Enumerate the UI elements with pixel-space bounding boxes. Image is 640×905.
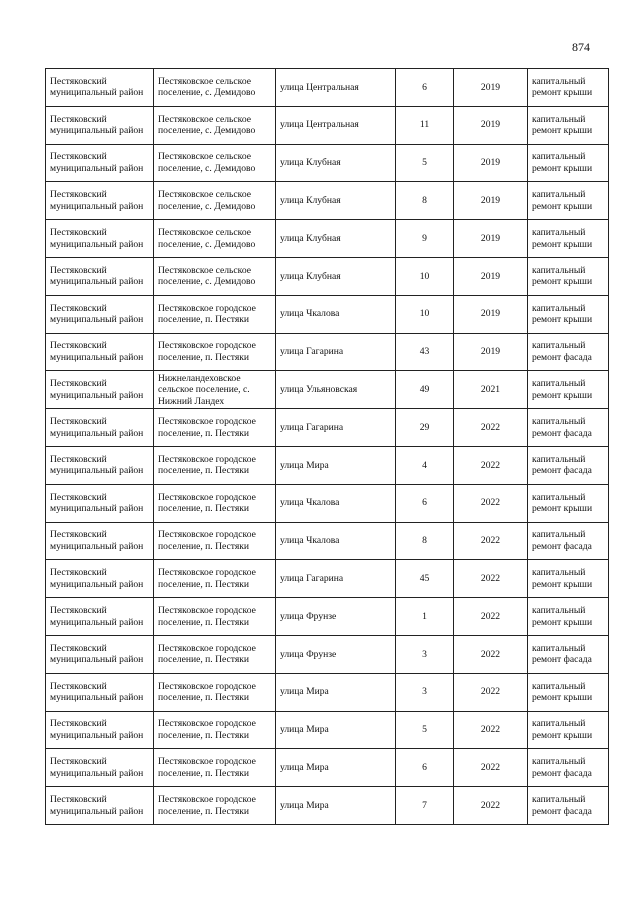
year-cell: 2022 [454,446,528,484]
house-number-cell: 8 [396,182,454,220]
work-type-cell: капитальный ремонт крыши [528,220,609,258]
year-cell: 2022 [454,522,528,560]
street-cell: улица Ульяновская [276,371,396,409]
table-row [46,409,609,447]
work-type-cell: капитальный ремонт крыши [528,257,609,295]
table-row [46,69,609,107]
work-type-cell: капитальный ремонт крыши [528,598,609,636]
settlement-cell: Пестяковское городское поселение, п. Пестяки [154,635,276,673]
year-cell: 2022 [454,560,528,598]
district-cell: Пестяковский муниципальный район [46,409,154,447]
settlement-cell: Пестяковское сельское поселение, с. Демидово [154,182,276,220]
district-cell: Пестяковский муниципальный район [46,69,154,107]
work-type-cell: капитальный ремонт крыши [528,560,609,598]
work-type-cell: капитальный ремонт фасада [528,446,609,484]
year-cell: 2019 [454,220,528,258]
street-cell: улица Чкалова [276,295,396,333]
year-cell: 2019 [454,182,528,220]
work-type-cell: капитальный ремонт крыши [528,182,609,220]
house-number-cell: 10 [396,295,454,333]
street-cell: улица Клубная [276,257,396,295]
year-cell: 2022 [454,787,528,825]
settlement-cell: Пестяковское городское поселение, п. Пестяки [154,484,276,522]
table-row [46,446,609,484]
year-cell: 2019 [454,257,528,295]
settlement-cell: Пестяковское сельское поселение, с. Демидово [154,69,276,107]
district-cell: Пестяковский муниципальный район [46,257,154,295]
district-cell: Пестяковский муниципальный район [46,522,154,560]
house-number-cell: 43 [396,333,454,371]
street-cell: улица Клубная [276,144,396,182]
street-cell: улица Мира [276,673,396,711]
house-number-cell: 1 [396,598,454,636]
house-number-cell: 3 [396,673,454,711]
house-number-cell: 45 [396,560,454,598]
district-cell: Пестяковский муниципальный район [46,144,154,182]
year-cell: 2022 [454,484,528,522]
table-row [46,635,609,673]
settlement-cell: Пестяковское городское поселение, п. Пестяки [154,560,276,598]
street-cell: улица Клубная [276,220,396,258]
street-cell: улица Фрунзе [276,635,396,673]
table-row [46,333,609,371]
street-cell: улица Центральная [276,106,396,144]
district-cell: Пестяковский муниципальный район [46,598,154,636]
year-cell: 2022 [454,635,528,673]
house-number-cell: 5 [396,144,454,182]
house-number-cell: 6 [396,484,454,522]
work-type-cell: капитальный ремонт крыши [528,484,609,522]
table-row [46,484,609,522]
house-number-cell: 29 [396,409,454,447]
work-type-cell: капитальный ремонт крыши [528,295,609,333]
district-cell: Пестяковский муниципальный район [46,673,154,711]
page-number: 874 [572,40,590,54]
year-cell: 2019 [454,333,528,371]
district-cell: Пестяковский муниципальный район [46,220,154,258]
table-row [46,787,609,825]
settlement-cell: Пестяковское городское поселение, п. Пестяки [154,673,276,711]
settlement-cell: Пестяковское городское поселение, п. Пестяки [154,711,276,749]
work-type-cell: капитальный ремонт крыши [528,69,609,107]
house-number-cell: 5 [396,711,454,749]
house-number-cell: 6 [396,69,454,107]
settlement-cell: Пестяковское городское поселение, п. Пестяки [154,787,276,825]
street-cell: улица Мира [276,787,396,825]
street-cell: улица Гагарина [276,560,396,598]
work-type-cell: капитальный ремонт фасада [528,333,609,371]
house-number-cell: 49 [396,371,454,409]
settlement-cell: Пестяковское сельское поселение, с. Демидово [154,257,276,295]
street-cell: улица Мира [276,711,396,749]
street-cell: улица Клубная [276,182,396,220]
settlement-cell: Пестяковское городское поселение, п. Пестяки [154,749,276,787]
table-row [46,106,609,144]
house-number-cell: 9 [396,220,454,258]
district-cell: Пестяковский муниципальный район [46,106,154,144]
year-cell: 2019 [454,106,528,144]
year-cell: 2019 [454,144,528,182]
district-cell: Пестяковский муниципальный район [46,446,154,484]
district-cell: Пестяковский муниципальный район [46,371,154,409]
year-cell: 2019 [454,295,528,333]
table-row [46,257,609,295]
table-row [46,295,609,333]
table-row [46,144,609,182]
year-cell: 2019 [454,69,528,107]
work-type-cell: капитальный ремонт крыши [528,144,609,182]
table-body [46,69,609,825]
year-cell: 2022 [454,711,528,749]
district-cell: Пестяковский муниципальный район [46,484,154,522]
work-type-cell: капитальный ремонт фасада [528,409,609,447]
house-number-cell: 10 [396,257,454,295]
year-cell: 2021 [454,371,528,409]
district-cell: Пестяковский муниципальный район [46,635,154,673]
table-row [46,598,609,636]
work-type-cell: капитальный ремонт крыши [528,673,609,711]
house-number-cell: 3 [396,635,454,673]
table-row [46,749,609,787]
settlement-cell: Пестяковское сельское поселение, с. Демидово [154,144,276,182]
street-cell: улица Гагарина [276,409,396,447]
work-type-cell: капитальный ремонт фасада [528,749,609,787]
table-row [46,673,609,711]
settlement-cell: Пестяковское городское поселение, п. Пестяки [154,409,276,447]
district-cell: Пестяковский муниципальный район [46,749,154,787]
work-type-cell: капитальный ремонт крыши [528,711,609,749]
street-cell: улица Гагарина [276,333,396,371]
table-row [46,711,609,749]
year-cell: 2022 [454,673,528,711]
house-number-cell: 7 [396,787,454,825]
district-cell: Пестяковский муниципальный район [46,787,154,825]
street-cell: улица Мира [276,446,396,484]
house-number-cell: 4 [396,446,454,484]
settlement-cell: Пестяковское сельское поселение, с. Демидово [154,220,276,258]
settlement-cell: Пестяковское городское поселение, п. Пестяки [154,333,276,371]
district-cell: Пестяковский муниципальный район [46,333,154,371]
house-number-cell: 6 [396,749,454,787]
settlement-cell: Нижнеландеховское сельское поселение, с. Нижний Ландех [154,371,276,409]
work-type-cell: капитальный ремонт крыши [528,371,609,409]
table-row [46,560,609,598]
house-number-cell: 11 [396,106,454,144]
street-cell: улица Чкалова [276,484,396,522]
work-type-cell: капитальный ремонт крыши [528,106,609,144]
settlement-cell: Пестяковское городское поселение, п. Пестяки [154,598,276,636]
settlement-cell: Пестяковское городское поселение, п. Пестяки [154,446,276,484]
year-cell: 2022 [454,749,528,787]
house-number-cell: 8 [396,522,454,560]
settlement-cell: Пестяковское городское поселение, п. Пестяки [154,522,276,560]
year-cell: 2022 [454,409,528,447]
work-type-cell: капитальный ремонт фасада [528,787,609,825]
table-row [46,220,609,258]
table-row [46,371,609,409]
district-cell: Пестяковский муниципальный район [46,560,154,598]
year-cell: 2022 [454,598,528,636]
table-row [46,182,609,220]
district-cell: Пестяковский муниципальный район [46,182,154,220]
district-cell: Пестяковский муниципальный район [46,711,154,749]
settlement-cell: Пестяковское сельское поселение, с. Демидово [154,106,276,144]
street-cell: улица Центральная [276,69,396,107]
work-type-cell: капитальный ремонт фасада [528,635,609,673]
work-type-cell: капитальный ремонт фасада [528,522,609,560]
street-cell: улица Фрунзе [276,598,396,636]
street-cell: улица Мира [276,749,396,787]
housing-repair-table [45,68,609,825]
street-cell: улица Чкалова [276,522,396,560]
settlement-cell: Пестяковское городское поселение, п. Пестяки [154,295,276,333]
table-row [46,522,609,560]
district-cell: Пестяковский муниципальный район [46,295,154,333]
